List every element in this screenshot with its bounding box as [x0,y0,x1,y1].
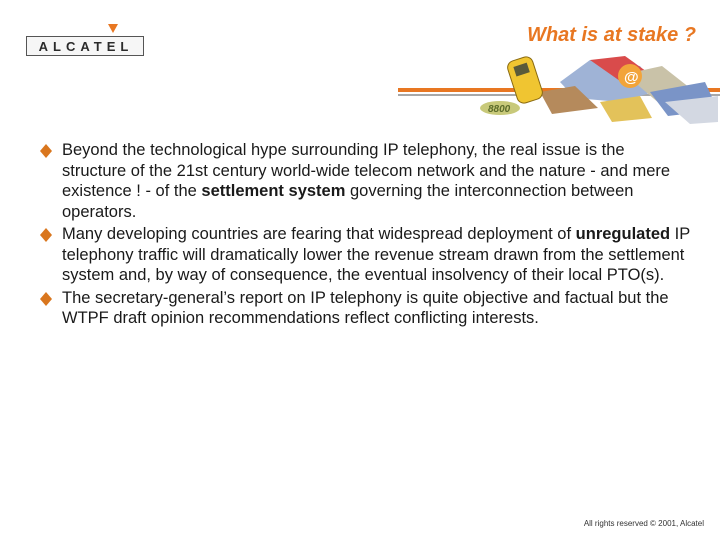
diamond-bullet-icon [40,228,52,242]
diamond-bullet-icon [40,292,52,306]
logo-arrow-icon [108,24,118,33]
bullet-list [40,140,690,331]
svg-text:8800: 8800 [488,104,511,115]
bullet-text: IP telephony traffic will dramatically lower the revenue stream drawn from the settlement system and, by way of consequence, the eventual insolvency of their local PTO(s). [62,225,690,284]
bullet-item [40,288,690,329]
copyright-footer: All rights reserved © 2001, Alcatel [583,519,704,528]
bullet-item [40,224,690,286]
bullet-emphasis: unregulated [575,225,671,243]
bullet-text: governing the interconnection between operators. [62,182,634,221]
bullet-item [40,140,690,222]
header-banner [0,52,720,124]
bullet-emphasis: settlement system [201,182,346,200]
logo-text: ALCATEL [38,39,134,54]
banner-collage-image [480,55,718,124]
diamond-bullet-icon [40,144,52,158]
slide-title: What is at stake ? [527,24,696,46]
bullet-text: The secretary-general’s report on IP telephony is quite objective and factual but the WTPF draft opinion recommendations reflect conflicting interests. [62,288,669,327]
bullet-text: Beyond the technological hype surrounding IP telephony, the real issue is the structure of the 21st century world-wide telecom network and the nature - and mere existence ! - of the [62,141,671,200]
svg-text:@: @ [624,69,639,86]
bullet-text: Many developing countries are fearing that widespread deployment of [62,225,576,243]
